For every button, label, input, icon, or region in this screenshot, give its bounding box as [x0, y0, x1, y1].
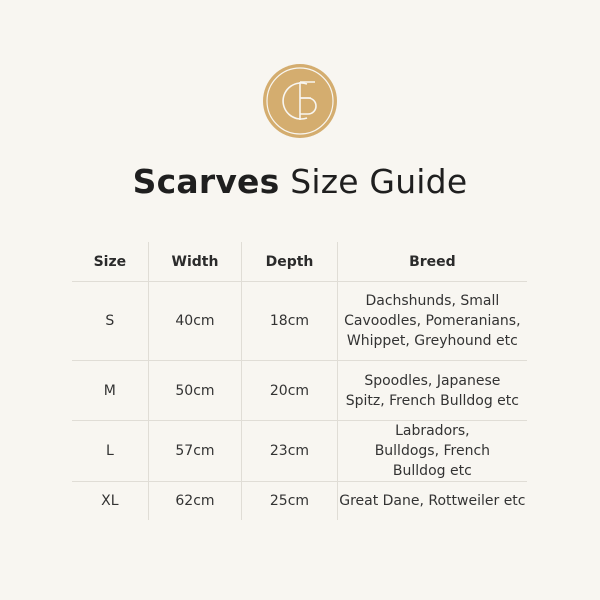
- table-header-row: [72, 242, 527, 282]
- cell-breed: [337, 361, 527, 421]
- cell-size: M: [72, 361, 148, 421]
- cell-size: XL: [101, 493, 119, 509]
- header-depth: Depth: [242, 242, 337, 282]
- cell-depth: 18cm: [242, 282, 337, 361]
- title-bold: Scarves: [132, 162, 280, 201]
- breed-text: Dachshunds, Small Cavoodles, Pomeranians, Whippet, Greyhound etc: [344, 293, 521, 349]
- cell-breed: [337, 282, 527, 361]
- table-row: [72, 361, 527, 421]
- cell-size: S: [72, 282, 148, 361]
- table-row: [72, 421, 527, 482]
- breed-text: Labradors, Bulldogs, French Bulldog etc: [374, 423, 491, 479]
- table-row: [72, 282, 527, 361]
- cell-depth: 23cm: [242, 421, 337, 482]
- cell-breed: [337, 482, 527, 521]
- cell-width: 40cm: [148, 282, 242, 361]
- title-light: Size Guide: [290, 162, 468, 201]
- cell-depth: 25cm: [242, 482, 337, 521]
- cell-width: 57cm: [148, 421, 242, 482]
- cell-breed: [337, 421, 527, 482]
- breed-text: Spoodles, Japanese Spitz, French Bulldog etc: [345, 372, 519, 409]
- header-breed: Breed: [337, 242, 527, 282]
- cell-width: 62cm: [148, 482, 242, 521]
- size-guide-table: [72, 242, 527, 520]
- header-width: Width: [148, 242, 242, 282]
- cell-depth: 20cm: [242, 361, 337, 421]
- breed-text: Great Dane, Rottweiler etc: [339, 493, 526, 509]
- monogram-logo-icon: [263, 64, 337, 138]
- page-title: [0, 160, 600, 204]
- table-row: [72, 482, 527, 521]
- cell-size: L: [72, 421, 148, 482]
- cell-width: 50cm: [148, 361, 242, 421]
- header-size: Size: [72, 242, 148, 282]
